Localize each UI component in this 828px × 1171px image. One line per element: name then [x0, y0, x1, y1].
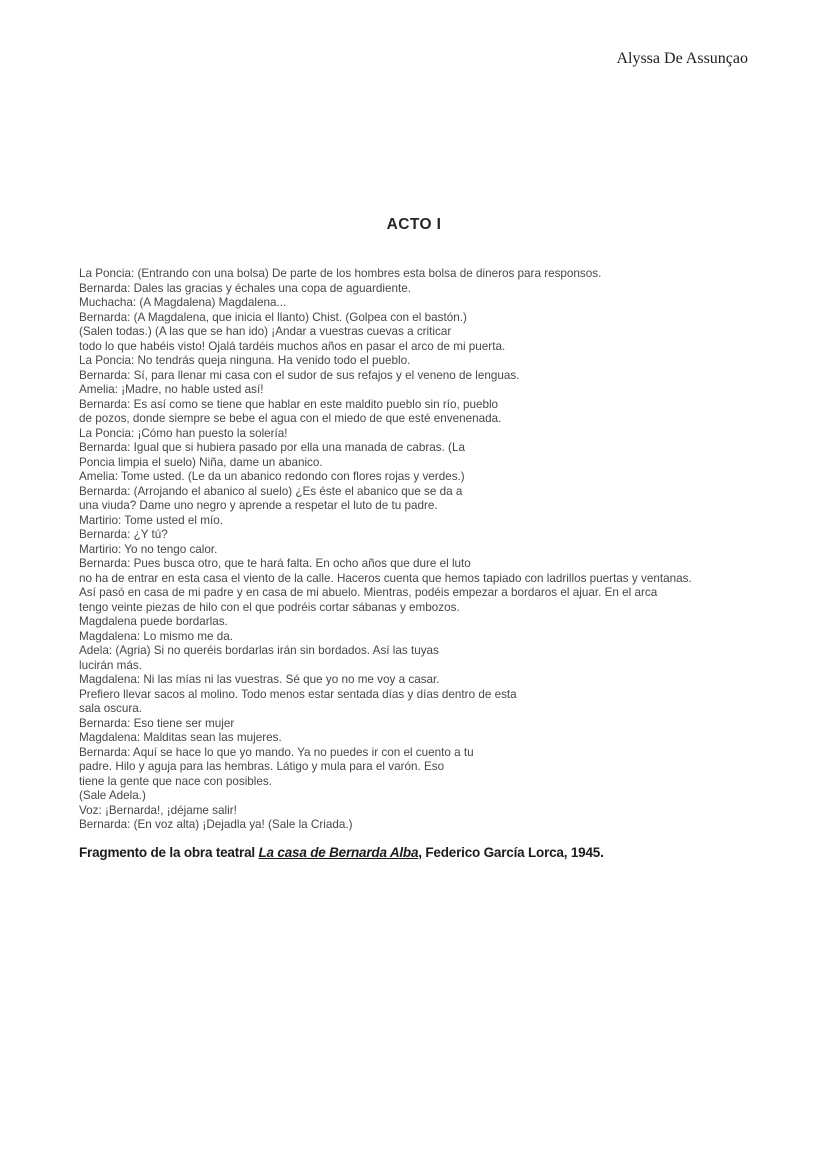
- script-line: de pozos, donde siempre se bebe el agua con el miedo de que esté envenenada.: [79, 412, 502, 425]
- script-line: Bernarda: ¿Y tú?: [79, 528, 168, 541]
- author-name: Alyssa De Assunçao: [616, 50, 748, 67]
- script-line: Poncia limpia el suelo) Niña, dame un abanico.: [79, 455, 323, 469]
- script-line: no ha de entrar en esta casa el viento de la calle. Haceros cuenta que hemos tapiado con ladrillos puertas y ventanas.: [79, 571, 692, 585]
- script-line: tengo veinte piezas de hilo con el que podréis cortar sábanas y embozos.: [79, 600, 460, 614]
- script-line: todo lo que habéis visto! Ojalá tardéis muchos años en pasar el arco de mi puerta.: [79, 339, 506, 353]
- script-line: La Poncia: ¡Cómo han puesto la solería!: [79, 426, 288, 440]
- script-line: sala oscura.: [79, 702, 143, 715]
- script-line: Bernarda: Pues busca otro, que te hará falta. En ocho años que dure el luto: [79, 557, 471, 570]
- script-line: una viuda? Dame uno negro y aprende a respetar el luto de tu padre.: [79, 499, 438, 512]
- script-line: Bernarda: Dales las gracias y échales una copa de aguardiente.: [79, 281, 412, 295]
- script-line: Martirio: Yo no tengo calor.: [79, 542, 218, 556]
- script-line: Bernarda: (A Magdalena, que inicia el llanto) Chist. (Golpea con el bastón.): [79, 310, 467, 324]
- script-line: Magdalena: Malditas sean las mujeres.: [79, 731, 282, 744]
- script-line: Bernarda: (Arrojando el abanico al suelo) ¿Es éste el abanico que se da a: [79, 484, 463, 498]
- script-line: Magdalena: Ni las mías ni las vuestras. Sé que yo no me voy a casar.: [79, 673, 440, 686]
- script-line: Martirio: Tome usted el mío.: [79, 513, 223, 527]
- act-heading: ACTO I: [386, 216, 442, 233]
- citation-prefix: Fragmento de la obra teatral: [79, 845, 259, 860]
- script-line: (Salen todas.) (A las que se han ido) ¡Andar a vuestras cuevas a criticar: [79, 325, 452, 338]
- script-line: Voz: ¡Bernarda!, ¡déjame salir!: [79, 803, 237, 817]
- script-line: Bernarda: Igual que si hubiera pasado por ella una manada de cabras. (La: [79, 441, 465, 454]
- script-line: tiene la gente que nace con posibles.: [79, 774, 272, 788]
- script-line: Amelia: Tome usted. (Le da un abanico redondo con flores rojas y verdes.): [79, 470, 465, 483]
- script-line: Muchacha: (A Magdalena) Magdalena...: [79, 296, 287, 309]
- script-line: Adela: (Agria) Si no queréis bordarlas irán sin bordados. Así las tuyas: [79, 644, 439, 657]
- script-line: Bernarda: Es así como se tiene que hablar en este maldito pueblo sin río, pueblo: [79, 397, 499, 411]
- citation-work-title: La casa de Bernarda Alba: [258, 845, 419, 860]
- citation-line: [79, 845, 604, 860]
- script-line: (Sale Adela.): [79, 789, 146, 802]
- script-line: padre. Hilo y aguja para las hembras. Látigo y mula para el varón. Eso: [79, 760, 445, 773]
- script-line: Bernarda: Sí, para llenar mi casa con el sudor de sus refajos y el veneno de lenguas.: [79, 368, 520, 382]
- script-line: La Poncia: No tendrás queja ninguna. Ha venido todo el pueblo.: [79, 354, 411, 367]
- script-line: Así pasó en casa de mi padre y en casa de mi abuelo. Mientras, podéis empezar a bordaros el ajuar. En el arca: [79, 586, 658, 599]
- script-line: Amelia: ¡Madre, no hable usted así!: [79, 383, 264, 396]
- script-line: Bernarda: Aquí se hace lo que yo mando. Ya no puedes ir con el cuento a tu: [79, 745, 474, 759]
- script-line: Bernarda: (En voz alta) ¡Dejadla ya! (Sale la Criada.): [79, 818, 353, 831]
- citation-suffix: , Federico García Lorca, 1945.: [418, 845, 604, 860]
- script-line: La Poncia: (Entrando con una bolsa) De parte de los hombres esta bolsa de dineros para responsos.: [79, 267, 602, 280]
- script-line: Bernarda: Eso tiene ser mujer: [79, 716, 235, 730]
- play-script-text: [79, 267, 779, 833]
- script-line: Magdalena puede bordarlas.: [79, 615, 228, 628]
- script-line: Magdalena: Lo mismo me da.: [79, 629, 233, 643]
- script-line: Prefiero llevar sacos al molino. Todo menos estar sentada días y días dentro de esta: [79, 687, 517, 701]
- script-line: lucirán más.: [79, 658, 143, 672]
